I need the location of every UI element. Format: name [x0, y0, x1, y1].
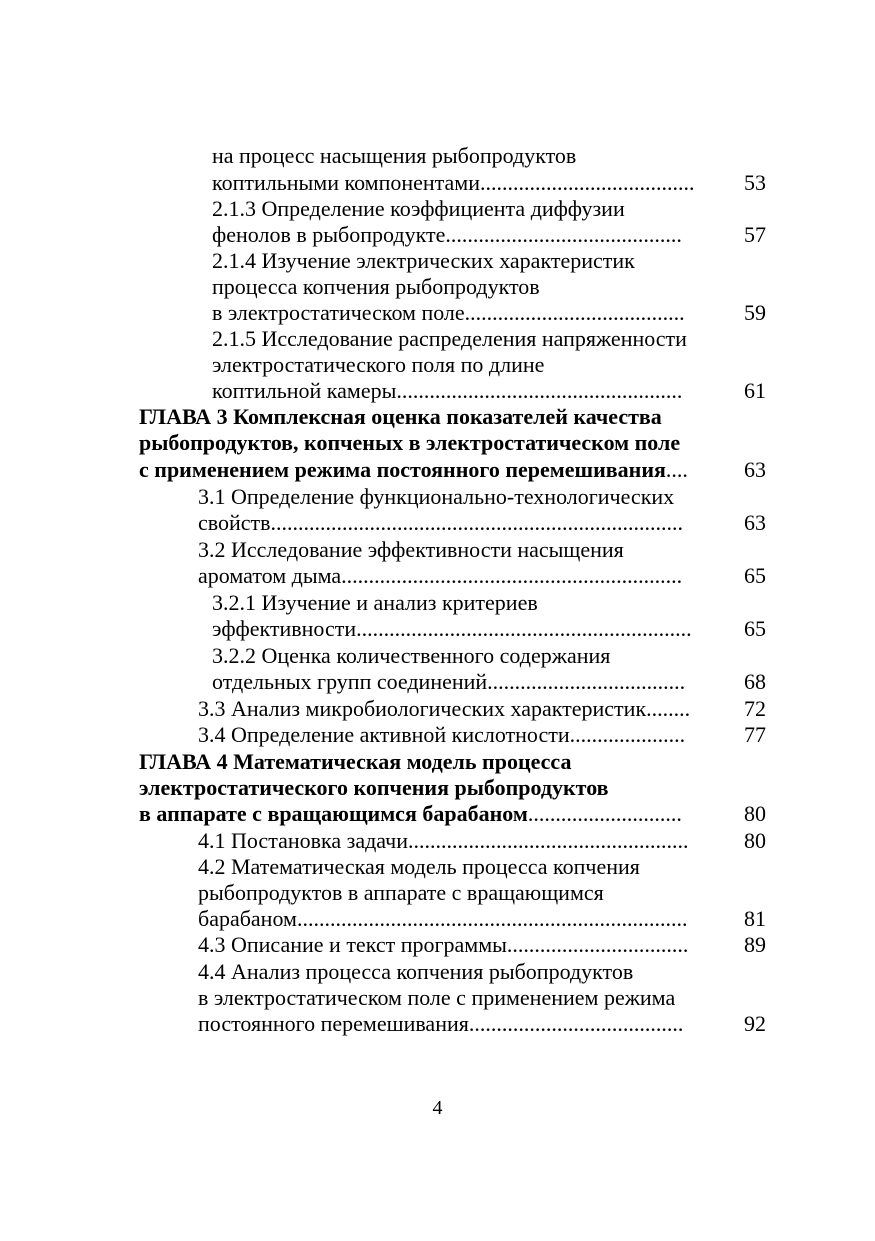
toc-line [139, 801, 708, 827]
toc-entry-text: 3.4 Определение активной кислотности..................... [198, 722, 686, 747]
toc-page-number: 81 [744, 906, 766, 931]
toc-entry-text: 4.4 Анализ процесса копчения рыбопродуктов [198, 959, 634, 984]
toc-entry-text: 3.1 Определение функционально-технологических [198, 484, 675, 509]
toc-entry-text: 3.2.2 Оценка количественного содержания [212, 643, 611, 668]
toc-leader-dots: ............................ [527, 801, 682, 826]
toc-entry-text: процесса копчения рыбопродуктов [212, 274, 540, 299]
toc-page-number: 65 [744, 563, 766, 588]
toc-line [198, 906, 708, 932]
toc-entry-text: 4.2 Математическая модель процесса копчения [198, 854, 640, 879]
toc-entry-text: 2.1.5 Исследование распределения напряженности [212, 326, 687, 351]
toc-line [198, 722, 708, 748]
toc-entry-text: электростатического поля по длине [212, 352, 545, 377]
toc-entry-text: в электростатическом поле........................................ [212, 300, 685, 325]
toc-line [198, 854, 708, 880]
toc-line [212, 222, 708, 248]
toc-entry-text: постоянного перемешивания....................................... [198, 1011, 684, 1036]
toc-page-number: 63 [744, 457, 766, 482]
toc-line [198, 880, 708, 906]
toc-line [212, 616, 708, 642]
toc-line [139, 430, 708, 456]
toc-line [198, 828, 708, 854]
toc-line [212, 196, 708, 222]
toc-line [212, 170, 708, 196]
toc-line [212, 643, 708, 669]
toc-entry-text: коптильными компонентами....................................... [212, 170, 695, 195]
toc-page-number: 57 [744, 222, 766, 247]
toc-entry-text: отдельных групп соединений.................................... [212, 669, 686, 694]
toc-line [198, 1011, 708, 1037]
toc-entry-text: фенолов в рыбопродукте........................................... [212, 222, 682, 247]
toc-line [212, 669, 708, 695]
toc-line [198, 932, 708, 958]
toc-entry-text: 4.3 Описание и текст программы................................. [198, 932, 689, 957]
toc-entry-text: в аппарате с вращающимся барабаном [139, 801, 528, 826]
toc-page-number: 63 [744, 510, 766, 535]
toc-entry-text: 3.3 Анализ микробиологических характеристик........ [198, 696, 691, 721]
toc-entry-text: барабаном....................................................................... [198, 906, 688, 931]
toc-line [139, 749, 708, 775]
toc-line [212, 143, 708, 169]
toc-line [198, 563, 708, 589]
toc-entry-text: электростатического копчения рыбопродуктов [139, 775, 609, 800]
toc-line [198, 959, 708, 985]
toc-entry-text: 3.2 Исследование эффективности насыщения [198, 537, 624, 562]
toc-entry-text: ГЛАВА 4 Математическая модель процесса [139, 749, 572, 774]
toc-page-number: 89 [744, 932, 766, 957]
toc-line [139, 404, 708, 430]
page-number: 4 [432, 1097, 443, 1119]
toc-entry-text: коптильной камеры.................................................... [212, 378, 683, 403]
toc-entry-text: на процесс насыщения рыбопродуктов [212, 143, 577, 168]
toc-entry-text: рыбопродуктов в аппарате с вращающимся [198, 880, 604, 905]
toc-entry-text: рыбопродуктов, копченых в электростатическом поле [139, 430, 681, 455]
toc-page-number: 61 [744, 378, 766, 403]
toc-line [198, 696, 708, 722]
toc-line [212, 352, 708, 378]
toc-line [198, 510, 708, 536]
toc-page-number: 77 [744, 722, 766, 747]
toc-leader-dots: .... [665, 457, 688, 482]
toc-line [212, 274, 708, 300]
toc-entry-text: 2.1.3 Определение коэффициента диффузии [212, 196, 625, 221]
toc-line [212, 248, 708, 274]
toc-page-number: 53 [744, 170, 766, 195]
toc-page-number: 68 [744, 669, 766, 694]
toc-line [139, 775, 708, 801]
toc-page-number: 92 [744, 1011, 766, 1036]
toc-entry-text: 3.2.1 Изучение и анализ критериев [212, 590, 538, 615]
toc-entry-text: 2.1.4 Изучение электрических характеристик [212, 248, 635, 273]
toc-page-number: 65 [744, 616, 766, 641]
toc-line [212, 590, 708, 616]
toc-line [212, 378, 708, 404]
toc-page-number: 59 [744, 300, 766, 325]
toc-entry-text: в электростатическом поле с применением режима [198, 985, 676, 1010]
toc-line [198, 985, 708, 1011]
toc-page-number: 80 [744, 801, 766, 826]
toc-entry-text: эффективности............................................................. [212, 616, 692, 641]
toc-entry-text: 4.1 Постановка задачи................................................... [198, 828, 689, 853]
toc-line [198, 484, 708, 510]
toc-entry-text: с применением режима постоянного перемешивания [139, 457, 666, 482]
toc-line [198, 537, 708, 563]
toc-page-number: 72 [744, 696, 766, 721]
toc-entry-text: ГЛАВА 3 Комплексная оценка показателей качества [139, 404, 662, 429]
toc-line [212, 326, 708, 352]
toc-entry-text: ароматом дыма.............................................................. [198, 563, 683, 588]
toc-entry-text: свойств........................................................................... [198, 510, 684, 535]
toc-page-number: 80 [744, 828, 766, 853]
toc-line [139, 457, 708, 483]
toc-line [212, 300, 708, 326]
